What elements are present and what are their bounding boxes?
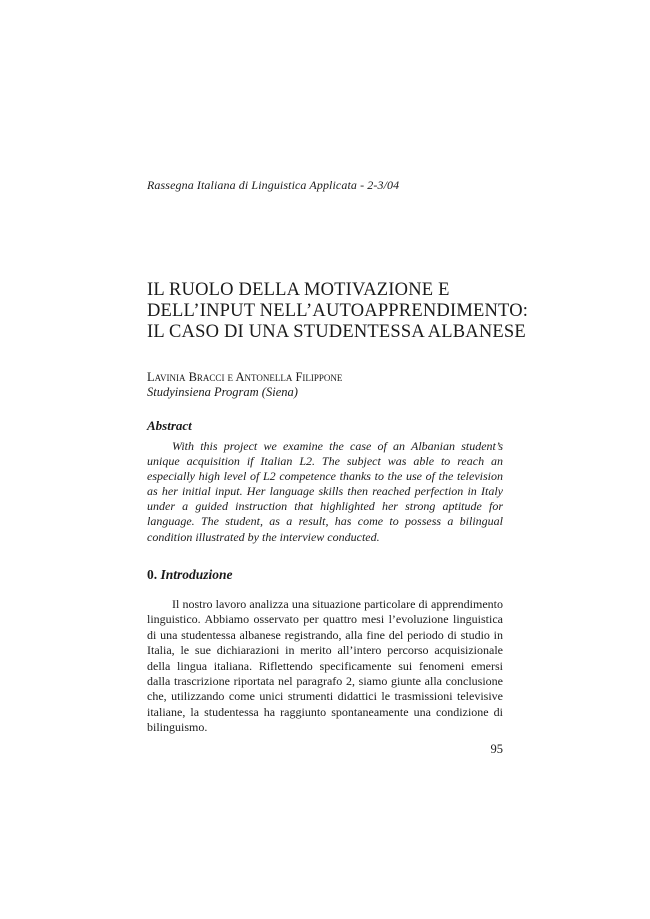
abstract-text: With this project we examine the case of an Albanian student’s unique acquisition if Italian L2. The subject was able to reach an especially high level of L2 competence thanks to the use of the television as her initial input. Her language skills then reached perfection in Italy under a guided instruction that highlighted her strong aptitude for language. The student, as a result, has come to possess a bilingual condition illustrated by the interview conducted. [147, 439, 503, 544]
section-number: 0. [147, 567, 158, 582]
section-title: Introduzione [160, 567, 233, 582]
title-line: IL RUOLO DELLA MOTIVAZIONE E [147, 280, 450, 300]
abstract-heading: Abstract [147, 418, 192, 433]
title-line: DELL’INPUT NELL’AUTOAPPRENDIMENTO: [147, 301, 529, 321]
author-names: Lavinia Bracci e Antonella Filippone [147, 370, 343, 384]
article-title [147, 280, 547, 343]
page-number: 95 [490, 742, 503, 756]
section-heading [147, 567, 233, 583]
title-line: IL CASO DI UNA STUDENTESSA ALBANESE [147, 322, 526, 342]
section-text: Il nostro lavoro analizza una situazione particolare di apprendimento linguistico. Abbiamo osservato per quattro mesi l’evoluzione linguistica di una studentessa albanese registrando, alla fine del periodo di studio in Italia, le sue dichiarazioni in merito all’intero percorso acquisizionale della lingua italiana. Riflettendo specificamente sui fenomeni emersi dalla trascrizione riportata nel paragrafo 2, siamo giunte alla conclusione che, utilizzando come unici strumenti didattici le trasmissioni televisive italiane, la studentessa ha raggiunto spontaneamente una condizione di bilinguismo. [147, 597, 503, 735]
author-block [147, 370, 342, 400]
running-header: Rassegna Italiana di Linguistica Applicata - 2-3/04 [147, 178, 400, 192]
author-affiliation: Studyinsiena Program (Siena) [147, 385, 298, 399]
